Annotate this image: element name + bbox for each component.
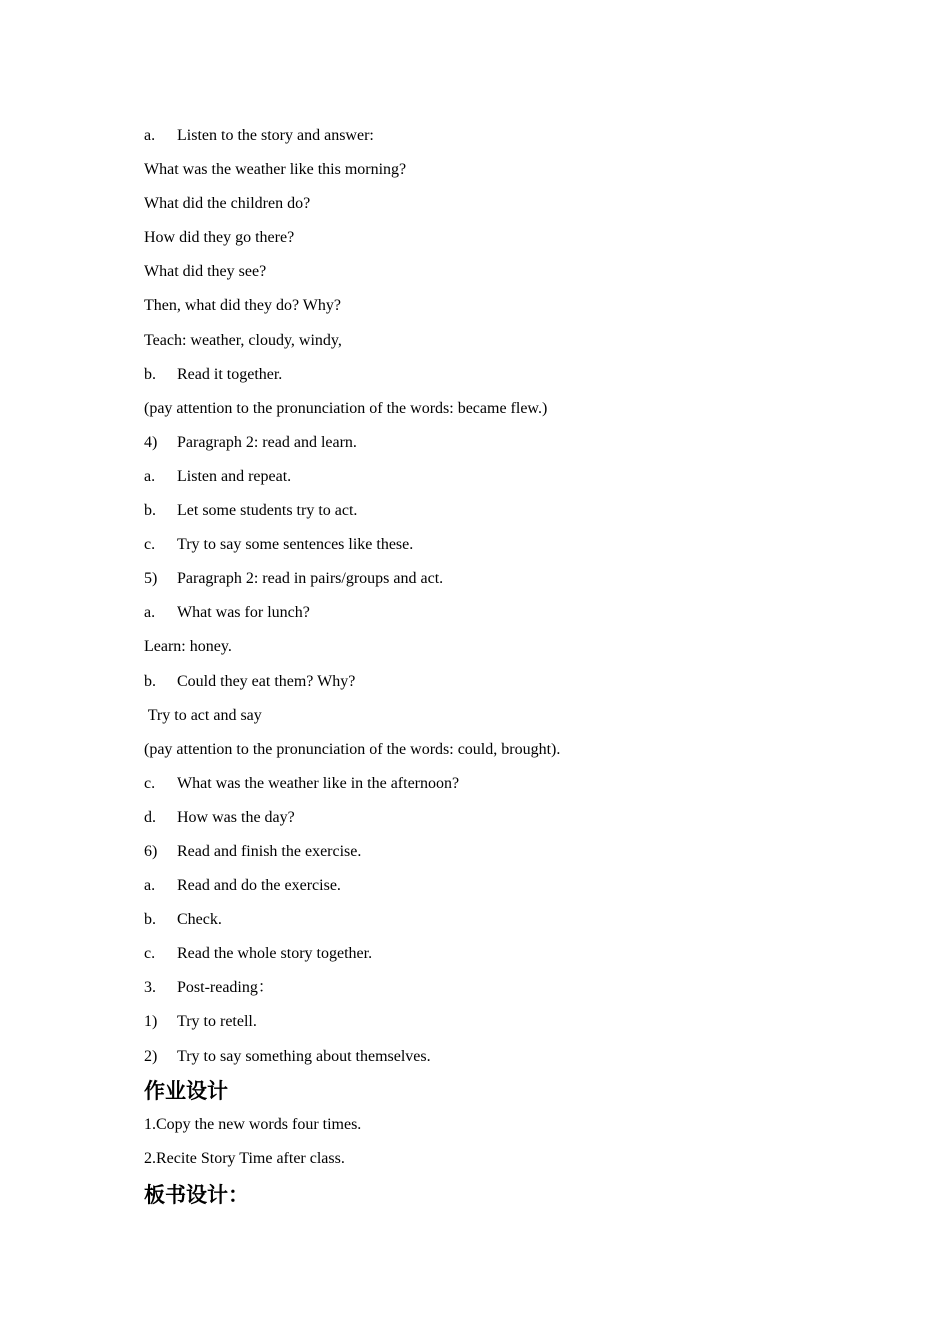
lesson-line [144,158,844,192]
list-marker: b. [144,365,156,383]
list-marker: c. [144,945,156,963]
line-text: What did the children do? [144,195,311,213]
line-text: How did they go there? [144,229,295,247]
list-marker: 6) [144,842,158,860]
line-text: Read and do the exercise. [177,877,341,895]
lesson-line [144,499,844,533]
lesson-line [144,465,844,499]
line-text: Paragraph 2: read and learn. [177,433,357,451]
line-text: Listen to the story and answer: [177,127,374,144]
lesson-line [144,1045,844,1079]
lesson-line [144,124,844,158]
lesson-line [144,976,844,1010]
list-marker: b. [144,672,156,690]
lesson-line [144,635,844,669]
list-marker: a. [144,877,156,895]
line-text: Listen and repeat. [177,467,292,485]
lesson-line [144,363,844,397]
line-text: Then, what did they do? Why? [144,297,341,315]
homework-item-2: 2.Recite Story Time after class. [144,1149,345,1167]
line-text: Paragraph 2: read in pairs/groups and act. [177,570,444,588]
lesson-line [144,772,844,806]
list-marker: b. [144,911,156,929]
line-text: Try to act and say [144,706,262,724]
lesson-line [144,874,844,908]
list-marker: c. [144,536,156,554]
list-marker: 3. [144,979,156,997]
line-text: Could they eat them? Why? [177,672,356,690]
line-text: What was the weather like in the afternoon? [177,774,460,792]
line-text: What was for lunch? [177,604,310,622]
lesson-line [144,397,844,431]
line-text: How was the day? [177,808,295,826]
lesson-line [144,294,844,328]
line-text: Let some students try to act. [177,502,358,520]
line-text: Try to retell. [177,1013,257,1031]
lesson-line [144,533,844,567]
line-text: Teach: weather, cloudy, windy, [144,331,342,349]
lesson-line [144,738,844,772]
list-marker: a. [144,467,156,485]
lesson-steps [144,124,844,1079]
lesson-line [144,670,844,704]
list-marker: a. [144,604,156,622]
lesson-line [144,567,844,601]
homework-heading: 作业设计 [144,1078,228,1103]
list-marker: 2) [144,1047,158,1065]
lesson-line [144,1010,844,1044]
line-text: Read and finish the exercise. [177,842,362,860]
lesson-line [144,329,844,363]
line-text: Try to say something about themselves. [177,1047,431,1065]
lesson-line [144,840,844,874]
line-text: What was the weather like this morning? [144,161,407,179]
line-text: Post-reading： [177,979,274,997]
lesson-line [144,601,844,635]
lesson-line [144,260,844,294]
lesson-line [144,431,844,465]
line-text: What did they see? [144,263,267,281]
document-page [144,124,844,1215]
line-text: (pay attention to the pronunciation of the words: became flew.) [144,399,548,417]
line-text: Read the whole story together. [177,945,373,963]
list-marker: a. [144,127,156,144]
list-marker: 5) [144,570,158,588]
line-text: (pay attention to the pronunciation of the words: could, brought). [144,740,561,758]
line-text: Try to say some sentences like these. [177,536,414,554]
line-text: Read it together. [177,365,283,383]
list-marker: b. [144,502,156,520]
list-marker: 1) [144,1013,158,1031]
homework-item-1: 1.Copy the new words four times. [144,1115,362,1133]
board-design-heading: 板书设计： [144,1182,249,1207]
line-text: Learn: honey. [144,638,232,656]
lesson-line [144,806,844,840]
list-marker: d. [144,808,156,826]
lesson-line [144,226,844,260]
lesson-line [144,908,844,942]
line-text: Check. [177,911,222,929]
list-marker: c. [144,774,156,792]
lesson-line [144,942,844,976]
list-marker: 4) [144,433,158,451]
lesson-line [144,704,844,738]
lesson-line [144,192,844,226]
